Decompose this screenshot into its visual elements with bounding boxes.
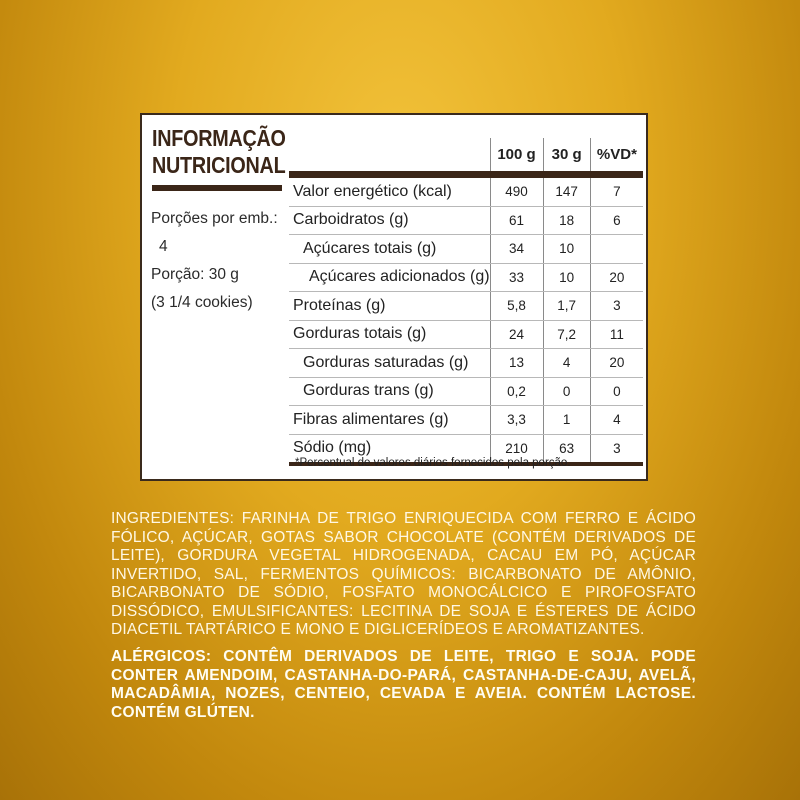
row-label: Açúcares totais (g): [289, 235, 490, 264]
nutrition-facts-panel: [140, 113, 648, 481]
table-row: [289, 406, 643, 435]
row-label: Valor energético (kcal): [289, 175, 490, 207]
nutrition-title: [152, 125, 307, 179]
row-value-30g: 1: [543, 406, 590, 435]
row-value-30g: 4: [543, 349, 590, 378]
portion-size: Porção: 30 g: [151, 266, 239, 283]
ingredients-text: INGREDIENTES: FARINHA DE TRIGO ENRIQUECIDA COM FERRO E ÁCIDO FÓLICO, AÇÚCAR, GOTAS SABOR CHOCOLATE (CONTÉM DERIVADOS DE LEITE), GORDURA VEGETAL HIDROGENADA, CACAU EM PÓ, AÇÚCAR INVERTIDO, SAL, FERMENTOS QUÍMICOS: BICARBONATO DE AMÔNIO, BICARBONATO DE SÓDIO, FOSFATO MONOCÁLCICO E PIROFOSFATO DISSÓDICO, EMULSIFICANTES: LECITINA DE SOJA E ÉSTERES DE ÁCIDO DIACETIL TARTÁRICO E MONO E DIGLICERÍDEOS E AROMATIZANTES.: [111, 510, 696, 638]
row-label: Sódio (mg): [289, 434, 490, 464]
footnote: *Percentual de valores diários fornecidos pela porção.: [295, 457, 571, 469]
row-value-100g: 490: [490, 175, 543, 207]
row-value-30g: 0: [543, 377, 590, 406]
row-value-30g: 147: [543, 175, 590, 207]
table-row: [289, 377, 643, 406]
portion-info: [151, 205, 278, 317]
row-value-30g: 63: [543, 434, 590, 464]
row-value-100g: 61: [490, 206, 543, 235]
row-value-30g: 18: [543, 206, 590, 235]
table-row: [289, 206, 643, 235]
row-value-30g: 7,2: [543, 320, 590, 349]
row-label: Gorduras totais (g): [289, 320, 490, 349]
table-header: [289, 138, 643, 175]
row-value-100g: 5,8: [490, 292, 543, 321]
row-value-30g: 10: [543, 235, 590, 264]
row-value-vd: 6: [590, 206, 643, 235]
allergens-text: ALÉRGICOS: CONTÊM DERIVADOS DE LEITE, TRIGO E SOJA. PODE CONTER AMENDOIM, CASTANHA-DO-PARÁ, CASTANHA-DE-CAJU, AVELÃ, MACADÂMIA, NOZES, CENTEIO, CEVADA E AVEIA. CONTÉM LACTOSE. CONTÉM GLÚTEN.: [111, 648, 696, 721]
row-value-100g: 24: [490, 320, 543, 349]
row-value-100g: 3,3: [490, 406, 543, 435]
row-value-100g: 210: [490, 434, 543, 464]
row-label: Gorduras saturadas (g): [289, 349, 490, 378]
servings-value: 4: [159, 238, 168, 255]
table-row: [289, 292, 643, 321]
row-value-100g: 0,2: [490, 377, 543, 406]
table-row: [289, 175, 643, 207]
row-value-vd: [590, 235, 643, 264]
nutrition-table: [289, 138, 643, 466]
row-value-30g: 10: [543, 263, 590, 292]
row-value-100g: 33: [490, 263, 543, 292]
header-30g: 30 g: [543, 138, 590, 175]
row-label: Fibras alimentares (g): [289, 406, 490, 435]
header-vd: %VD*: [590, 138, 643, 175]
servings-label: Porções por emb.:: [151, 210, 278, 227]
row-value-30g: 1,7: [543, 292, 590, 321]
table-row: [289, 349, 643, 378]
table-row: [289, 320, 643, 349]
table-row: [289, 235, 643, 264]
row-label: Carboidratos (g): [289, 206, 490, 235]
row-label: Proteínas (g): [289, 292, 490, 321]
row-value-100g: 13: [490, 349, 543, 378]
title-line-2: NUTRICIONAL: [152, 152, 286, 178]
row-value-vd: 0: [590, 377, 643, 406]
row-value-vd: 3: [590, 434, 643, 464]
row-label: Gorduras trans (g): [289, 377, 490, 406]
row-value-vd: 7: [590, 175, 643, 207]
row-value-vd: 3: [590, 292, 643, 321]
row-value-vd: 20: [590, 263, 643, 292]
header-blank: [289, 138, 490, 175]
row-value-vd: 11: [590, 320, 643, 349]
row-value-vd: 20: [590, 349, 643, 378]
portion-note: (3 1/4 cookies): [151, 294, 253, 311]
table-row: [289, 263, 643, 292]
row-value-vd: 4: [590, 406, 643, 435]
title-line-1: INFORMAÇÃO: [152, 125, 286, 151]
row-label: Açúcares adicionados (g): [289, 263, 490, 292]
title-underline: [152, 185, 282, 191]
header-100g: 100 g: [490, 138, 543, 175]
row-value-100g: 34: [490, 235, 543, 264]
